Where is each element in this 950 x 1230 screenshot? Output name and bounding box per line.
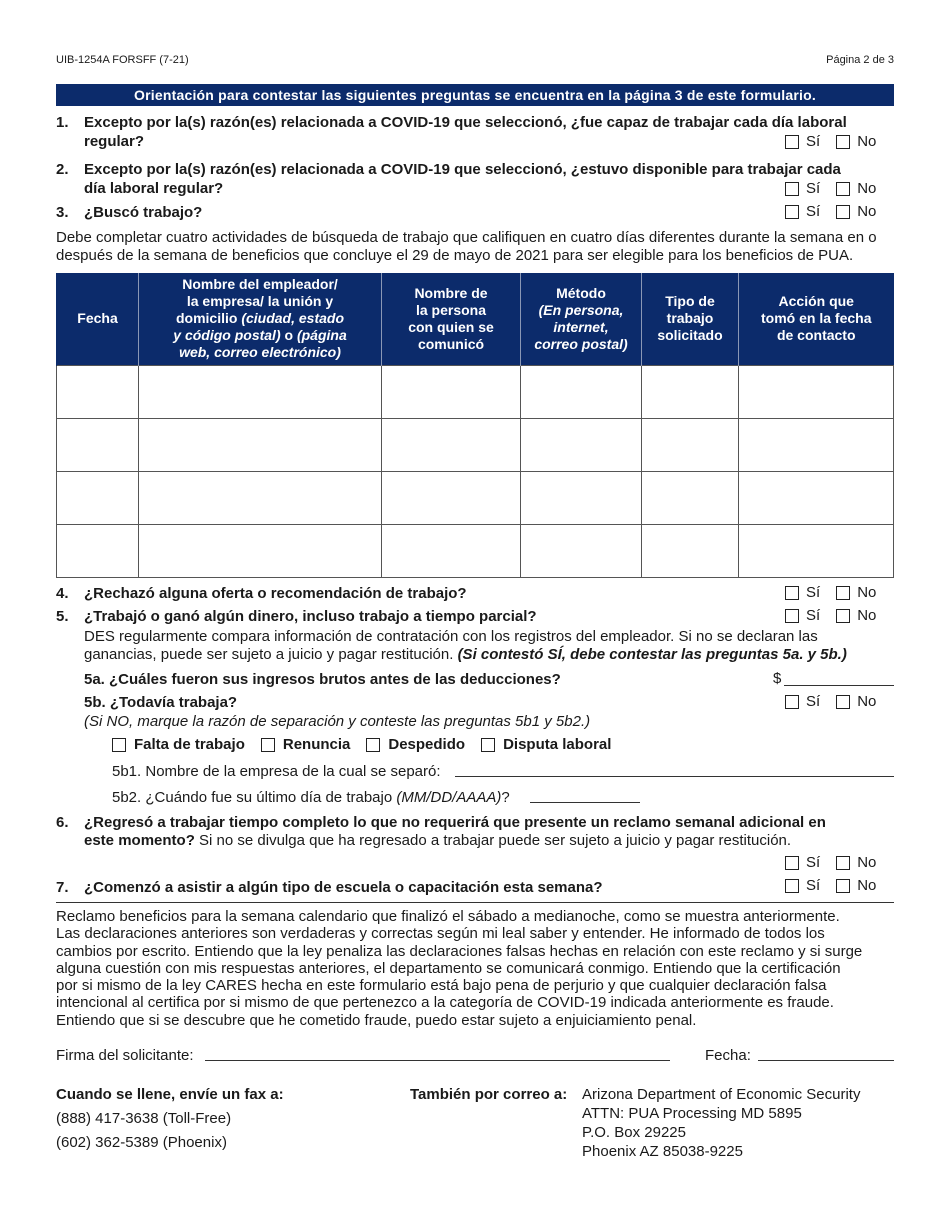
yes-label: Sí xyxy=(806,854,821,871)
separated-employer-field[interactable] xyxy=(455,776,894,777)
question-5a-text: 5a. ¿Cuáles fueron sus ingresos brutos antes de las deducciones? xyxy=(84,671,561,688)
question-3-text: ¿Buscó trabajo? xyxy=(84,204,203,221)
column-header-employer: Nombre del empleador/ la empresa/ la unión y domicilio (ciudad, estado y código postal) o (página web, correo electrónico) xyxy=(139,273,382,365)
question-3-number: 3. xyxy=(56,204,69,221)
mail-address-line: Arizona Department of Economic Security xyxy=(582,1086,861,1103)
no-label: No xyxy=(857,693,877,710)
table-cell-method[interactable] xyxy=(521,418,642,471)
no-label: No xyxy=(857,203,877,220)
table-cell-employer[interactable] xyxy=(139,471,382,524)
question-5-number: 5. xyxy=(56,608,69,625)
table-cell-employer[interactable] xyxy=(139,365,382,418)
question-2-options xyxy=(785,180,876,197)
certification-line: intencional al certifica por si mismo de que pertenezco a la categoría de COVID-19 indicada anteriormente es fraude. xyxy=(56,994,834,1012)
work-search-table xyxy=(56,273,894,578)
fax-title: Cuando se llene, envíe un fax a: xyxy=(56,1086,284,1103)
table-cell-date[interactable] xyxy=(57,524,139,577)
question-3-no-checkbox[interactable] xyxy=(836,205,850,219)
question-6-yes-checkbox[interactable] xyxy=(785,856,799,870)
question-5b-note: (Si NO, marque la razón de separación y conteste las preguntas 5b1 y 5b2.) xyxy=(84,713,591,730)
no-label: No xyxy=(857,877,877,894)
question-5-text: ¿Trabajó o ganó algún dinero, incluso trabajo a tiempo parcial? xyxy=(84,608,537,625)
question-1-options xyxy=(785,133,876,150)
reason-labor-dispute-checkbox[interactable] xyxy=(481,738,495,752)
question-5b-text: 5b. ¿Todavía trabaja? xyxy=(84,694,238,711)
question-5-yes-checkbox[interactable] xyxy=(785,609,799,623)
table-cell-job-type[interactable] xyxy=(642,418,739,471)
instructions-banner: Orientación para contestar las siguientes preguntas se encuentra en la página 3 de este formulario. xyxy=(56,84,894,106)
dollar-sign: $ xyxy=(773,670,782,687)
question-1-no-checkbox[interactable] xyxy=(836,135,850,149)
certification-line: Reclamo beneficios para la semana calendario que finalizó el sábado a medianoche, como se muestra anteriormente. xyxy=(56,908,840,925)
column-header-job-type: Tipo de trabajo solicitado xyxy=(642,273,739,365)
table-cell-contact-person[interactable] xyxy=(382,418,521,471)
column-header-method: Método (En persona, internet, correo postal) xyxy=(521,273,642,365)
table-row xyxy=(57,365,894,418)
question-3-yes-checkbox[interactable] xyxy=(785,205,799,219)
reason-labor-dispute-label: Disputa laboral xyxy=(503,736,612,753)
question-5b2-text: 5b2. ¿Cuándo fue su último día de trabajo (MM/DD/AAAA)? xyxy=(112,789,510,806)
question-7-number: 7. xyxy=(56,879,69,896)
mail-address xyxy=(582,1085,860,1161)
certification-line: Las declaraciones anteriores son verdaderas y correctas según mi leal saber y entender. He informado de todos los xyxy=(56,925,825,943)
table-row xyxy=(57,418,894,471)
question-4-number: 4. xyxy=(56,585,69,602)
yes-label: Sí xyxy=(806,607,821,624)
table-cell-employer[interactable] xyxy=(139,524,382,577)
table-cell-contact-person[interactable] xyxy=(382,524,521,577)
question-1-yes-checkbox[interactable] xyxy=(785,135,799,149)
question-5b-no-checkbox[interactable] xyxy=(836,695,850,709)
certification-line: alguna cuestión con mis respuestas anteriores, el departamento se comunicará conmigo. Entiendo que la certificación xyxy=(56,959,841,977)
table-cell-action[interactable] xyxy=(739,365,894,418)
question-3-options xyxy=(785,203,876,220)
table-cell-action[interactable] xyxy=(739,524,894,577)
question-5b1-text: 5b1. Nombre de la empresa de la cual se separó: xyxy=(112,763,441,780)
reason-quit-checkbox[interactable] xyxy=(261,738,275,752)
no-label: No xyxy=(857,607,877,624)
no-label: No xyxy=(857,180,877,197)
table-cell-contact-person[interactable] xyxy=(382,365,521,418)
question-5-no-checkbox[interactable] xyxy=(836,609,850,623)
reason-quit-label: Renuncia xyxy=(282,736,351,753)
table-cell-job-type[interactable] xyxy=(642,524,739,577)
question-4-options xyxy=(785,584,876,601)
signature-field[interactable] xyxy=(205,1060,670,1061)
yes-label: Sí xyxy=(806,180,821,197)
question-2-number: 2. xyxy=(56,161,69,178)
reason-fired-checkbox[interactable] xyxy=(366,738,380,752)
question-2-yes-checkbox[interactable] xyxy=(785,182,799,196)
table-cell-job-type[interactable] xyxy=(642,471,739,524)
question-4-text: ¿Rechazó alguna oferta o recomendación de trabajo? xyxy=(84,585,467,602)
reason-lack-of-work-checkbox[interactable] xyxy=(112,738,126,752)
no-label: No xyxy=(857,854,877,871)
question-5-disclaimer-line2: ganancias, puede ser sujeto a juicio y pagar restitución. (Si contestó SÍ, debe contestar las preguntas 5a. y 5b.) xyxy=(84,646,847,663)
work-search-note-line1: Debe completar cuatro actividades de búsqueda de trabajo que califiquen en cuatro días diferentes durante la semana en o xyxy=(56,229,877,246)
question-6-text-line2: este momento? Si no se divulga que ha regresado a trabajar puede ser sujeto a juicio y pagar restitución. xyxy=(84,832,792,849)
separation-reasons xyxy=(112,735,611,754)
table-row xyxy=(57,524,894,577)
table-cell-contact-person[interactable] xyxy=(382,471,521,524)
no-label: No xyxy=(857,133,877,150)
question-6-text-line1: ¿Regresó a trabajar tiempo completo lo que no requerirá que presente un reclamo semanal adicional en xyxy=(84,814,826,831)
question-7-options xyxy=(785,877,876,894)
column-header-date: Fecha xyxy=(57,273,139,365)
column-header-action: Acción que tomó en la fecha de contacto xyxy=(739,273,894,365)
yes-label: Sí xyxy=(806,203,821,220)
question-6-number: 6. xyxy=(56,814,69,831)
table-cell-date[interactable] xyxy=(57,471,139,524)
question-5-disclaimer-line1: DES regularmente compara información de contratación con los registros del empleador. Si no se declaran las xyxy=(84,628,818,645)
reason-fired-label: Despedido xyxy=(388,736,466,753)
question-2-text-line2: día laboral regular? xyxy=(84,180,224,197)
question-5-options xyxy=(785,607,876,624)
work-search-note-line2: después de la semana de beneficios que concluye el 29 de mayo de 2021 para ser elegible para los beneficios de PUA. xyxy=(56,247,854,264)
question-4-no-checkbox[interactable] xyxy=(836,586,850,600)
certification-line: Entiendo que si se descubre que he cometido fraude, puedo estar sujeto a enjuiciamiento penal. xyxy=(56,1011,697,1029)
table-cell-date[interactable] xyxy=(57,365,139,418)
question-2-no-checkbox[interactable] xyxy=(836,182,850,196)
certification-line: cambios por escrito. Entiendo que la ley penaliza las declaraciones falsas hechas en relación con este reclamo y si surge xyxy=(56,942,863,960)
question-7-yes-checkbox[interactable] xyxy=(785,879,799,893)
certification-line: por si mismo de la ley CARES hecha en este formulario está bajo pena de perjurio y que cualquier declaración falsa xyxy=(56,977,827,995)
table-cell-date[interactable] xyxy=(57,418,139,471)
date-field[interactable] xyxy=(758,1060,894,1061)
page-number: Página 2 de 3 xyxy=(826,54,894,66)
last-work-day-field[interactable] xyxy=(530,802,640,803)
yes-label: Sí xyxy=(806,877,821,894)
question-5b-yes-checkbox[interactable] xyxy=(785,695,799,709)
question-6-options xyxy=(785,854,876,871)
question-1-number: 1. xyxy=(56,114,69,131)
mail-address-line: Phoenix AZ 85038-9225 xyxy=(582,1143,743,1160)
table-cell-employer[interactable] xyxy=(139,418,382,471)
reason-lack-of-work-label: Falta de trabajo xyxy=(134,736,245,753)
table-cell-job-type[interactable] xyxy=(642,365,739,418)
mail-address-line: ATTN: PUA Processing MD 5895 xyxy=(582,1105,802,1122)
question-7-no-checkbox[interactable] xyxy=(836,879,850,893)
mail-address-line: P.O. Box 29225 xyxy=(582,1124,686,1141)
date-label: Fecha: xyxy=(705,1047,751,1064)
table-cell-method[interactable] xyxy=(521,471,642,524)
mail-title: También por correo a: xyxy=(410,1086,568,1103)
table-cell-action[interactable] xyxy=(739,471,894,524)
fax-number-toll-free: (888) 417-3638 (Toll-Free) xyxy=(56,1110,232,1127)
yes-label: Sí xyxy=(806,693,821,710)
table-cell-method[interactable] xyxy=(521,524,642,577)
question-2-text-line1: Excepto por la(s) razón(es) relacionada a COVID-19 que seleccionó, ¿estuvo disponible para trabajar cada xyxy=(84,161,841,178)
yes-label: Sí xyxy=(806,584,821,601)
gross-income-field[interactable] xyxy=(784,685,894,686)
question-7-text: ¿Comenzó a asistir a algún tipo de escuela o capacitación esta semana? xyxy=(84,879,603,896)
question-1-text-line1: Excepto por la(s) razón(es) relacionada a COVID-19 que seleccionó, ¿fue capaz de trabajar cada día laboral xyxy=(84,114,847,131)
table-cell-action[interactable] xyxy=(739,418,894,471)
table-row xyxy=(57,471,894,524)
fax-number-phoenix: (602) 362-5389 (Phoenix) xyxy=(56,1134,227,1151)
yes-label: Sí xyxy=(806,133,821,150)
section-divider xyxy=(56,902,894,903)
certification-statement xyxy=(56,908,896,1029)
table-cell-method[interactable] xyxy=(521,365,642,418)
question-6-no-checkbox[interactable] xyxy=(836,856,850,870)
question-4-yes-checkbox[interactable] xyxy=(785,586,799,600)
no-label: No xyxy=(857,584,877,601)
question-1-text-line2: regular? xyxy=(84,133,145,150)
question-5b-options xyxy=(785,693,876,710)
signature-label: Firma del solicitante: xyxy=(56,1047,194,1064)
form-code: UIB-1254A FORSFF (7-21) xyxy=(56,54,189,66)
column-header-contact-person: Nombre de la persona con quien se comunicó xyxy=(382,273,521,365)
